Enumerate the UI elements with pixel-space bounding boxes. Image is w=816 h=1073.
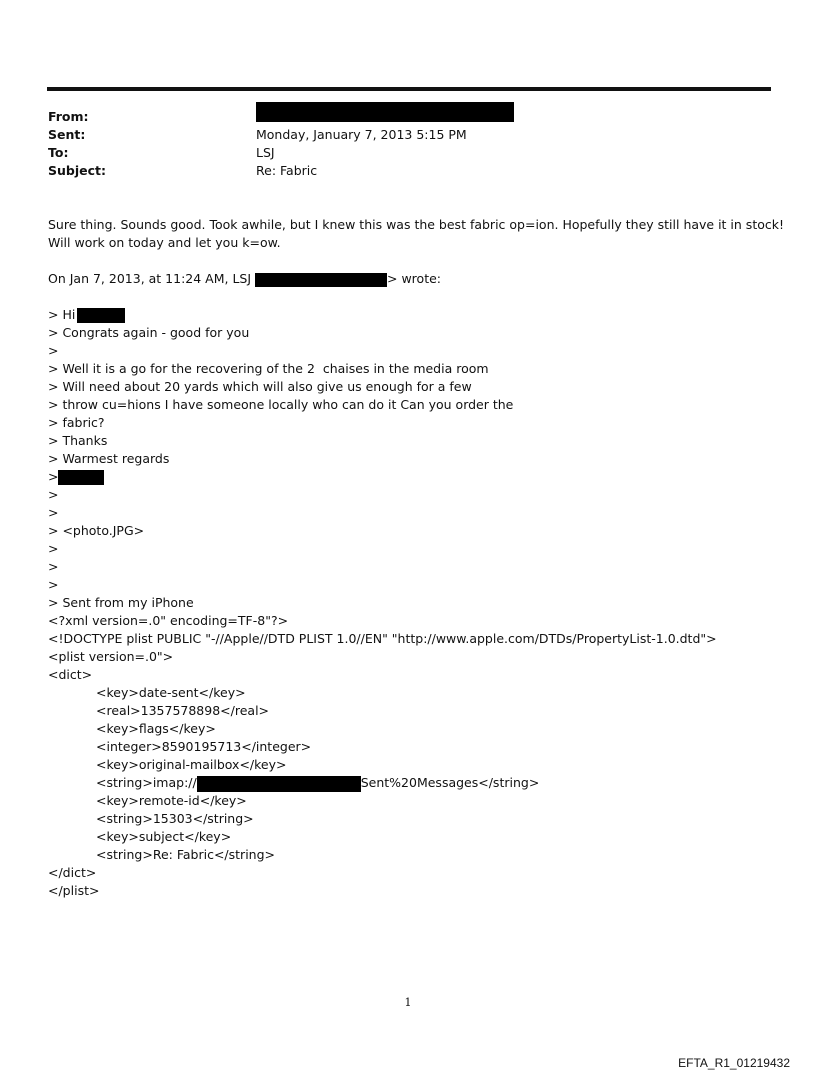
xml-line: <string>Re: Fabric</string> [96,847,275,862]
xml-imap-redaction [197,776,361,792]
quoted-lines-b [48,486,778,612]
xml-line: <dict> [48,667,93,682]
to-value: LSJ [256,145,275,160]
xml-line: <plist version=.0"> [48,649,174,664]
reply-line-2: Will work on today and let you k=ow. [48,235,281,250]
to-label: To: [48,145,69,160]
xml-lines-top [48,612,778,684]
quoted-sig: > [48,469,59,484]
quoted-line: > [48,505,59,520]
sent-value: Monday, January 7, 2013 5:15 PM [256,127,467,142]
quote-intro [48,270,778,288]
xml-line: <?xml version=.0" encoding=TF-8"?> [48,613,289,628]
xml-imap-pre: <string>imap:// [96,775,197,790]
quoted-line: > [48,577,59,592]
xml-line: <key>remote-id</key> [96,793,247,808]
page-number: 1 [404,996,412,1009]
quoted-line: > Congrats again - good for you [48,325,250,340]
xml-line: </plist> [48,883,100,898]
xml-line: <real>1357578898</real> [96,703,270,718]
quoted-line: > Well it is a go for the recovering of the 2 chaises in the media room [48,361,489,376]
quoted-sig-line [48,468,778,486]
quoted-line: > [48,541,59,556]
xml-line: <integer>8590195713</integer> [96,739,312,754]
quoted-line: > Warmest regards [48,451,170,466]
quoted-hi-line [48,306,778,324]
xml-line: </dict> [48,865,97,880]
quote-intro-redaction [255,273,387,287]
xml-line: <key>original-mailbox</key> [96,757,287,772]
quoted-line: > <photo.JPG> [48,523,145,538]
xml-indented-b [48,792,778,864]
xml-line: <string>15303</string> [96,811,254,826]
quoted-sig-redaction [58,470,104,485]
bates-stamp: EFTA_R1_01219432 [678,1056,790,1070]
xml-line: <!DOCTYPE plist PUBLIC "-//Apple//DTD PLIST 1.0//EN" "http://www.apple.com/DTDs/PropertyList-1.0.dtd"> [48,631,717,646]
xml-imap-line [48,774,778,792]
xml-line: <key>subject</key> [96,829,232,844]
xml-indented-a [48,684,778,774]
quoted-lines-a [48,324,778,468]
subject-label: Subject: [48,163,106,178]
quoted-hi: > Hi [48,307,76,322]
quote-intro-post: > wrote: [387,271,442,286]
message-body [48,216,784,900]
quoted-line: > [48,487,59,502]
quoted-line: > Will need about 20 yards which will also give us enough for a few [48,379,472,394]
reply-line-1: Sure thing. Sounds good. Took awhile, but I knew this was the best fabric op=ion. Hopefully they still have it in stock! [48,217,784,232]
quote-intro-pre: On Jan 7, 2013, at 11:24 AM, LSJ [48,271,256,286]
quoted-line: > [48,343,59,358]
xml-line: <key>date-sent</key> [96,685,246,700]
xml-lines-bottom [48,864,778,900]
quoted-line: > throw cu=hions I have someone locally who can do it Can you order the [48,397,514,412]
header-rule [47,87,771,91]
quoted-line: > [48,559,59,574]
from-value-redaction [256,102,514,122]
xml-imap-post: Sent%20Messages</string> [360,775,540,790]
quoted-line: > Sent from my iPhone [48,595,194,610]
quoted-hi-redaction [77,308,125,323]
sent-label: Sent: [48,127,86,142]
quoted-line: > Thanks [48,433,108,448]
quoted-line: > fabric? [48,415,105,430]
xml-line: <key>flags</key> [96,721,216,736]
from-label: From: [48,109,89,124]
subject-value: Re: Fabric [256,163,318,178]
